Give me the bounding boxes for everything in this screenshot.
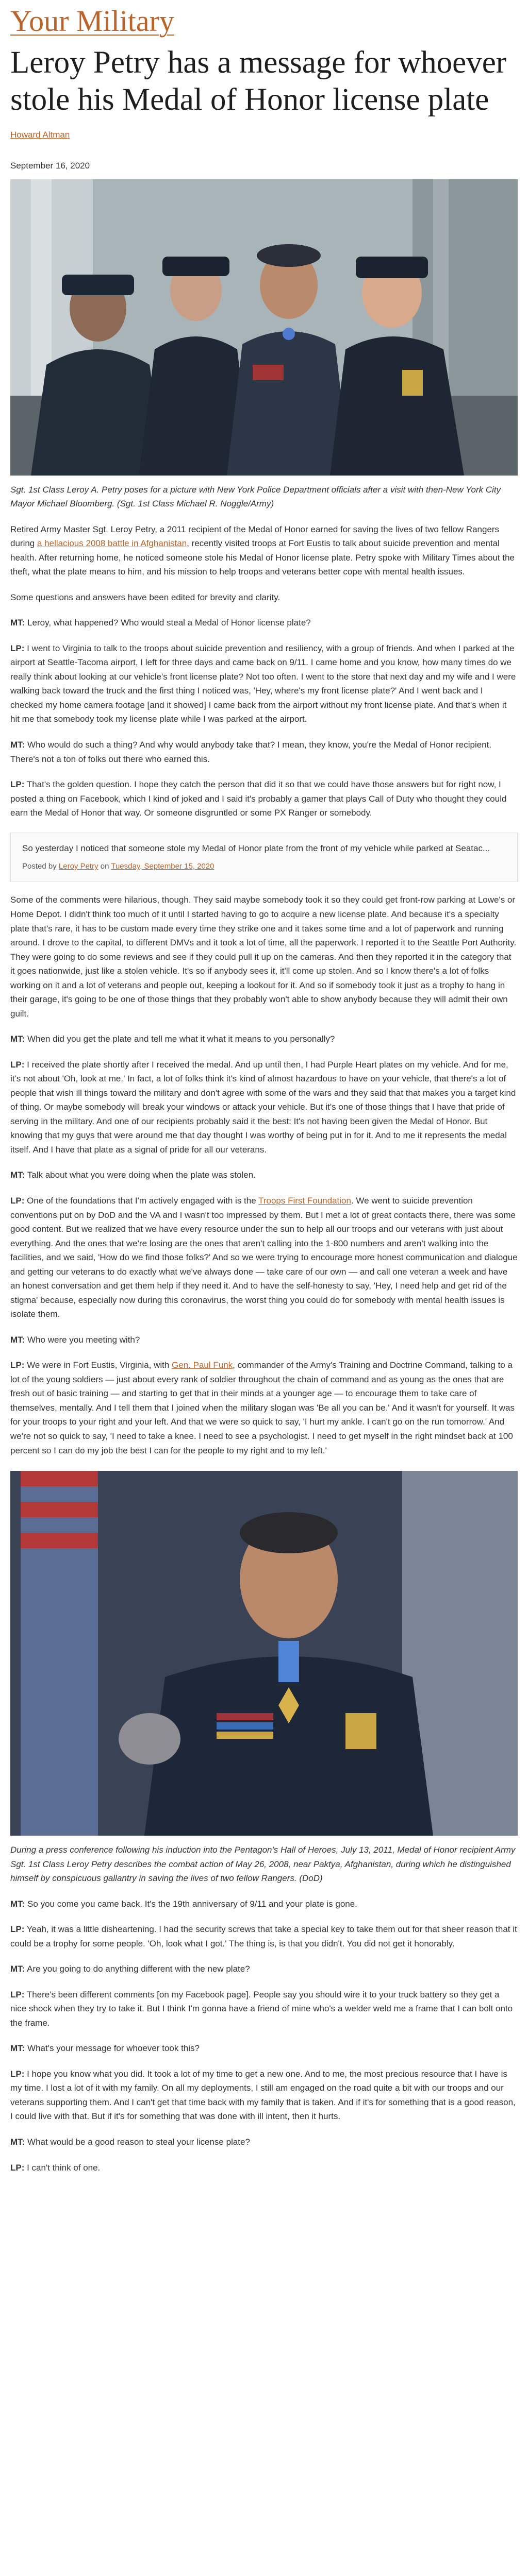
qa7-q-label: MT: [10, 1964, 25, 1974]
qa6-a-text: Yeah, it was a little disheartening. I had the security screws that take a special key to take them out for that sheer reason that it could be a trophy for some people. 'Oh, look what I got.' The thing is, is that you didn't. You did not get it honorably. [10, 1924, 517, 1948]
qa6-question [10, 1897, 518, 1911]
author-link[interactable]: Howard Altman [10, 129, 70, 140]
troops-first-link[interactable]: Troops First Foundation [258, 1196, 351, 1206]
qa8-q-label: MT: [10, 2043, 25, 2054]
qa3-a-text: I received the plate shortly after I received the medal. And up until then, I had Purple Heart plates on my vehicle. And for me, it's not about 'Oh, look at me.' In fact, a lot of folks think it's kind of almost hazardous to have on your vehicle, that there's a lot of people that wish ill things toward the military and don't agree with some of the wars and they said that that makes you a target kind of thing. Or maybe somebody will break your windows or attack your vehicle. But it's one of those things that I have that pride of serving in the military. And one of our recipients probably said it the best: It's not having been given the Medal of Honor. But knowing that my guys that were around me that day thought I was worthy of being put in for it. And to me it represents the medal itself. And I have that plate as a signal of pride for all our veterans. [10, 1059, 516, 1155]
byline [10, 130, 518, 140]
intro-text-after: , recently visited troops at Fort Eustis to talk about suicide prevention and mental health. After returning home, he noticed someone stole his Medal of Honor license plate. Petry spoke with Military Times about the theft, what the plate means to him, and his mission to help troops and veterans better cope with mental health issues. [10, 538, 515, 577]
qa4-q-label: MT: [10, 1170, 25, 1180]
embed-post-meta [22, 860, 506, 873]
petry-nypd-photo [10, 179, 518, 476]
qa2-q-text: Who would do such a thing? And why would anybody take that? I mean, they know, you're the Medal of Honor recipient. There's not a ton of folks out there who earned this. [10, 739, 492, 764]
qa8-q-text: What's your message for whoever took this? [25, 2043, 200, 2054]
qa5-q-text: Who were you meeting with? [25, 1334, 140, 1345]
qa4-a-text-after: . We went to suicide prevention conventions put on by DoD and the VA and I wasn't too impressed by them. But I met a lot of great contacts there, there was some good content. But we realized that we have every resource under the sun to help all our troops and our veterans with just about everything. And the ones that we're losing are the ones that aren't calling into the 1-800 numbers and aren't walking into the facilities, and we said, 'How do we find those folks?' And so we were trying to encourage more honest communication and dialogue and getting our veterans to do exactly what we've always done — take care of our own — and call one veteran a week and have an honest conversation and get them help if they need it. And to have the self-honesty to say, 'Hey, I need help and get rid of the stigma' because, especially now during this coronavirus, the worst thing you could do for somebody with mental health issues is isolate them. [10, 1196, 518, 1319]
qa1-answer [10, 641, 518, 726]
qa4-a-text-before: One of the foundations that I'm actively engaged with is the [24, 1196, 259, 1206]
qa7-question [10, 1962, 518, 1976]
qa4-answer [10, 1194, 518, 1321]
qa2-answer [10, 777, 518, 820]
qa6-q-label: MT: [10, 1899, 25, 1909]
qa3-answer [10, 1058, 518, 1157]
facebook-post-embed[interactable] [10, 833, 518, 882]
petry-press-conference-illustration [10, 1471, 518, 1836]
paul-funk-link[interactable]: Gen. Paul Funk [172, 1360, 233, 1370]
qa7-a-text: There's been different comments [on my Facebook page]. People say you should wire it to your truck battery so they get a nice shock when they try to take it. But I think I'm gonna have a friend of mine who's a welder weld me a frame that I can bolt onto the frame. [10, 1989, 513, 2028]
post-embed-paragraph: Some of the comments were hilarious, though. They said maybe somebody took it so they could get front-row parking at Lowe's or Home Depot. I didn't think too much of it until I started having to go to acquire a new license plate. And because it's a specialty plate that's rare, it has to be custom made every time they strike one and it takes some time and a lot of paperwork and running around. I drove to the capital, to different DMVs and it took a lot of time, all the paperwork. I reported it to the Seattle Port Authority. They were going to do some reviews and see if they could pull it up on the cameras. And then they reported it in the category that it goes nationwide, just like a stolen vehicle. It's so if anybody sees it, it'll come up stolen. And so I know there's a lot of folks working on it and a lot of veterans and people out, keeping a lookout for it. And so if somebody took it just as a trophy to hang in their garage, it's going to be one of those things that they probably won't able to show anybody because they will admit their own guilt. [10, 895, 517, 1019]
embed-post-text: So yesterday I noticed that someone stole my Medal of Honor plate from the front of my vehicle while parked at Seatac... [22, 843, 490, 853]
site-brand-link[interactable]: Your Military [10, 4, 174, 38]
qa8-a-text: I hope you know what you did. It took a lot of my time to get a new one. And to me, the most precious resource that I have is my time. I lost a lot of it with my family. On all my deployments, I still am engaged on the road quite a bit with our troops and our veterans supporting them. And I can't get that time back with my family that is taken. And if it's for something that is a good reason, I could live with that. But if it's for something that was done with ill intent, then it hurts. [10, 2069, 516, 2122]
qa8-question [10, 2041, 518, 2056]
qa7-a-label: LP: [10, 1989, 25, 1999]
qa1-a-text: I went to Virginia to talk to the troops about suicide prevention and resiliency, with a group of friends. And when I parked at the airport at Seattle-Tacoma airport, I left for three days and came back on 9/11. I came home and you know, how many times do we really think about looking at our vehicle's front license plate? Not too often. I went to the store that next day and my wife and I were walking back toward the truck and the first thing I noticed was, 'Hey, where's my front license plate?' And I went back and I checked my home camera footage [and it showed] I came back from the airport without my front license plate. And that's when it hit me that somebody took my license plate while I was parked at the airport. [10, 643, 516, 724]
qa2-q-label: MT: [10, 739, 25, 750]
qa4-q-text: Talk about what you were doing when the plate was stolen. [25, 1170, 256, 1180]
qa3-q-label: MT: [10, 1034, 25, 1044]
qa1-a-label: LP: [10, 643, 25, 653]
publish-date: September 16, 2020 [10, 160, 90, 171]
embed-date-link[interactable]: Tuesday, September 15, 2020 [111, 862, 214, 871]
qa6-q-text: So you come you came back. It's the 19th anniversary of 9/11 and your plate is gone. [25, 1899, 357, 1909]
qa8-a-label: LP: [10, 2069, 25, 2079]
qa4-question [10, 1168, 518, 1182]
qa3-question [10, 1032, 518, 1046]
qa4-a-label: LP: [10, 1196, 25, 1206]
qa1-question [10, 616, 518, 630]
embed-poster-link[interactable]: Leroy Petry [58, 862, 98, 871]
qa9-question [10, 2135, 518, 2149]
intro-text-before: Retired Army Master Sgt. Leroy Petry, a 2011 recipient of the Medal of Honor earned for saving the lives of two fellow Rangers during [10, 524, 500, 549]
embed-on: on [100, 862, 109, 871]
qa5-a-label: LP: [10, 1360, 25, 1370]
qa8-answer [10, 2067, 518, 2124]
qa5-q-label: MT: [10, 1334, 25, 1345]
qa9-a-text: I can't think of one. [24, 2162, 101, 2173]
qa9-q-label: MT: [10, 2137, 25, 2147]
qa3-q-text: When did you get the plate and tell me what it what it means to you personally? [25, 1034, 335, 1044]
qa9-answer [10, 2161, 518, 2175]
petry-press-conference-photo [10, 1471, 518, 1836]
qa6-a-label: LP: [10, 1924, 25, 1935]
qa3-a-label: LP: [10, 1059, 25, 1070]
edit-note: Some questions and answers have been edited for brevity and clarity. [10, 592, 280, 602]
photo1-caption: Sgt. 1st Class Leroy A. Petry poses for a picture with New York Police Department officials after a visit with then-New York City Mayor Michael Bloomberg. (Sgt. 1st Class Michael R. Noggle/Army) [10, 484, 501, 509]
qa1-q-text: Leroy, what happened? Who would steal a Medal of Honor license plate? [25, 618, 311, 628]
qa1-q-label: MT: [10, 618, 25, 628]
qa5-a-text-after: , commander of the Army's Training and Doctrine Command, talking to a lot of the young soldiers — just about every rank of soldier throughout the chain of command and as young as the ones that are fresh out of basic training — and starting to get that in their minds at a younger age — to encourage them to take care of themselves, mentally. And I tell them that I joined when the military slogan was 'Be all you can be.' And it wasn't for yourself. It was for your troops to your right and your left. And that we were so quick to say, 'I hurt my ankle. I can't go on the run tomorrow.' And we're not so quick to say, 'I need to take a knee. I need to see a psychologist. I need to get myself in the right mindset back at 100 percent so I can do my job the best I can for the people to my right and to my left.' [10, 1360, 515, 1455]
embed-posted-by: Posted by [22, 862, 57, 871]
qa2-question [10, 738, 518, 766]
qa7-answer [10, 1988, 518, 2030]
article-headline: Leroy Petry has a message for whoever stole his Medal of Honor license plate [10, 45, 507, 117]
qa6-answer [10, 1922, 518, 1951]
battle-link[interactable]: a hellacious 2008 battle in Afghanistan [37, 538, 187, 549]
qa5-question [10, 1333, 518, 1347]
qa7-q-text: Are you going to do anything different with the new plate? [25, 1964, 250, 1974]
qa2-a-label: LP: [10, 779, 25, 790]
qa9-a-label: LP: [10, 2162, 25, 2173]
qa9-q-text: What would be a good reason to steal your license plate? [25, 2137, 250, 2147]
qa5-a-text-before: We were in Fort Eustis, Virginia, with [24, 1360, 172, 1370]
qa5-answer [10, 1358, 518, 1458]
qa2-a-text: That's the golden question. I hope they catch the person that did it so that we could have those answers but for right now, I posted a thing on Facebook, which I kind of joked and I said it's probably a gamer that plays Call of Duty who thought they could earn the Medal of Honor that way. Or someone disgruntled or some PX Ranger or somebody. [10, 779, 507, 818]
photo2-caption: During a press conference following his induction into the Pentagon's Hall of Heroes, July 13, 2011, Medal of Honor recipient Army Sgt. 1st Class Leroy Petry describes the combat action of May 26, 2008, near Paktya, Afghanistan, during which he distinguished himself by conspicuous gallantry in saving the lives of two fellow Rangers. (DoD) [10, 1845, 516, 1884]
petry-nypd-photo-illustration [10, 179, 518, 476]
intro-paragraph [10, 522, 518, 579]
article-page [0, 3, 528, 2175]
